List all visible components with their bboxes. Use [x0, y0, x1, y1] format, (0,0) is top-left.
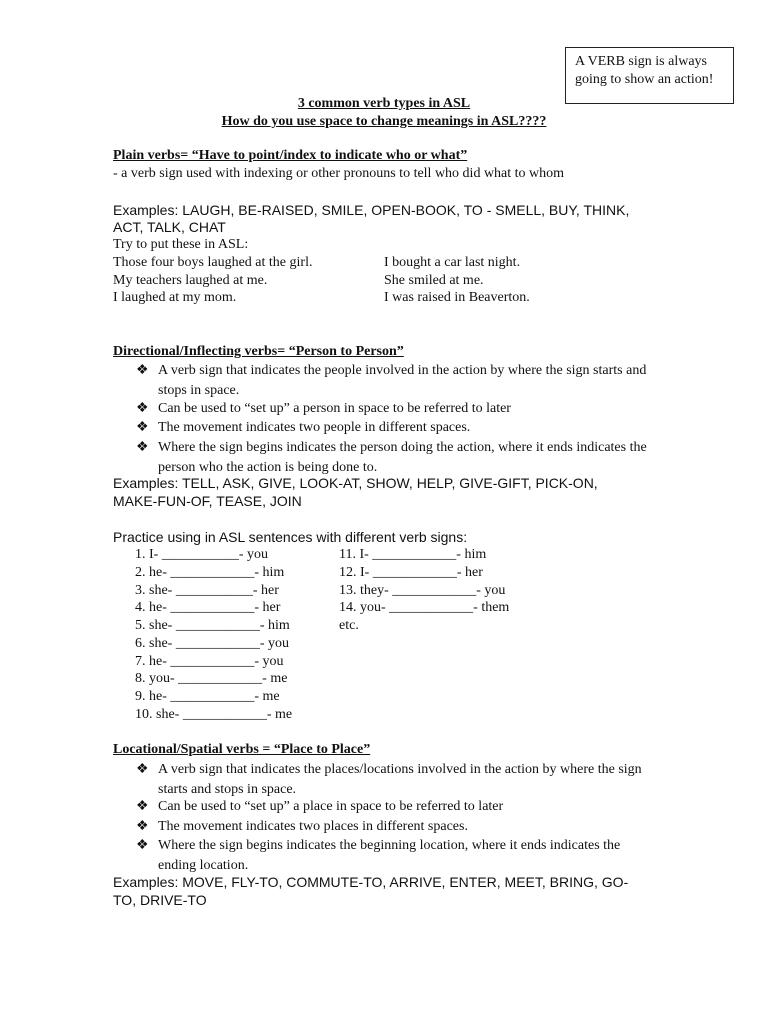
- practice-item-4: 4. he- ____________- her: [135, 600, 281, 615]
- locational-bullet-4: [136, 836, 656, 875]
- plain-examples-line2: ACT, TALK, CHAT: [113, 219, 226, 235]
- sentence-right-1: I bought a car last night.: [384, 255, 521, 270]
- practice-item-8: 8. you- ____________- me: [135, 671, 288, 686]
- practice-item-1: 1. I- ___________- you: [135, 547, 268, 562]
- locational-examples-line2: TO, DRIVE-TO: [113, 892, 207, 908]
- practice-item-2: 2. he- ____________- him: [135, 565, 285, 580]
- try-prompt: Try to put these in ASL:: [113, 237, 249, 252]
- directional-verbs-heading: Directional/Inflecting verbs= “Person to Person”: [113, 344, 404, 359]
- diamond-bullet-icon: ❖: [136, 799, 149, 814]
- practice-item-12: 12. I- ____________- her: [339, 565, 483, 580]
- practice-item-3: 3. she- ___________- her: [135, 583, 279, 598]
- directional-bullet-3: [136, 418, 656, 438]
- directional-bullet-text-2: Can be used to “set up” a person in space to be referred to later: [158, 401, 511, 416]
- locational-bullet-2: [136, 797, 656, 817]
- directional-bullet-2: [136, 399, 656, 419]
- practice-intro: Practice using in ASL sentences with different verb signs:: [113, 529, 468, 545]
- directional-bullet-1: [136, 361, 656, 400]
- sentence-left-2: My teachers laughed at me.: [113, 273, 268, 288]
- locational-bullet-1: [136, 760, 656, 799]
- diamond-bullet-icon: ❖: [136, 440, 149, 455]
- locational-examples-line1: Examples: MOVE, FLY-TO, COMMUTE-TO, ARRIVE, ENTER, MEET, BRING, GO-: [113, 874, 629, 890]
- diamond-bullet-icon: ❖: [136, 401, 149, 416]
- practice-item-14: 14. you- ____________- them: [339, 600, 510, 615]
- diamond-bullet-icon: ❖: [136, 762, 149, 777]
- sentence-right-2: She smiled at me.: [384, 273, 484, 288]
- practice-item-10: 10. she- ____________- me: [135, 707, 293, 722]
- diamond-bullet-icon: ❖: [136, 420, 149, 435]
- directional-examples-line2: MAKE-FUN-OF, TEASE, JOIN: [113, 493, 302, 509]
- practice-item-13: 13. they- ____________- you: [339, 583, 506, 598]
- sentence-left-3: I laughed at my mom.: [113, 290, 237, 305]
- practice-item-5: 5. she- ____________- him: [135, 618, 290, 633]
- diamond-bullet-icon: ❖: [136, 363, 149, 378]
- locational-bullet-text-3: The movement indicates two places in different spaces.: [158, 819, 468, 834]
- locational-verbs-heading: Locational/Spatial verbs = “Place to Place”: [113, 742, 371, 757]
- sentence-left-1: Those four boys laughed at the girl.: [113, 255, 313, 270]
- directional-bullet-text-3: The movement indicates two people in different spaces.: [158, 420, 471, 435]
- page-title: 3 common verb types in ASL: [297, 96, 471, 111]
- page-subtitle: How do you use space to change meanings in ASL????: [221, 114, 547, 129]
- locational-bullet-text-2: Can be used to “set up” a place in space to be referred to later: [158, 799, 504, 814]
- directional-bullet-text-1: A verb sign that indicates the people involved in the action by where the sign starts and stops in space.: [158, 363, 647, 398]
- diamond-bullet-icon: ❖: [136, 819, 149, 834]
- directional-bullet-4: [136, 438, 656, 477]
- directional-bullet-text-4: Where the sign begins indicates the person doing the action, where it ends indicates the person who the action is being done to.: [158, 440, 647, 475]
- practice-item-11: 11. I- ____________- him: [339, 547, 487, 562]
- diamond-bullet-icon: ❖: [136, 838, 149, 853]
- practice-item-6: 6. she- ____________- you: [135, 636, 289, 651]
- plain-verbs-definition: - a verb sign used with indexing or other pronouns to tell who did what to whom: [113, 166, 565, 181]
- practice-etc: etc.: [339, 618, 359, 633]
- callout-text: A VERB sign is always going to show an action!: [575, 54, 714, 87]
- practice-item-7: 7. he- ____________- you: [135, 654, 284, 669]
- plain-verbs-heading: Plain verbs= “Have to point/index to indicate who or what”: [113, 148, 468, 163]
- plain-examples-line1: Examples: LAUGH, BE-RAISED, SMILE, OPEN-BOOK, TO - SMELL, BUY, THINK,: [113, 202, 630, 218]
- locational-bullet-3: [136, 817, 656, 837]
- sentence-right-3: I was raised in Beaverton.: [384, 290, 530, 305]
- practice-item-9: 9. he- ____________- me: [135, 689, 280, 704]
- directional-examples-line1: Examples: TELL, ASK, GIVE, LOOK-AT, SHOW, HELP, GIVE-GIFT, PICK-ON,: [113, 475, 598, 491]
- locational-bullet-text-1: A verb sign that indicates the places/locations involved in the action by where the sign starts and stops in space.: [158, 762, 642, 797]
- locational-bullet-text-4: Where the sign begins indicates the beginning location, where it ends indicates the ending location.: [158, 838, 621, 873]
